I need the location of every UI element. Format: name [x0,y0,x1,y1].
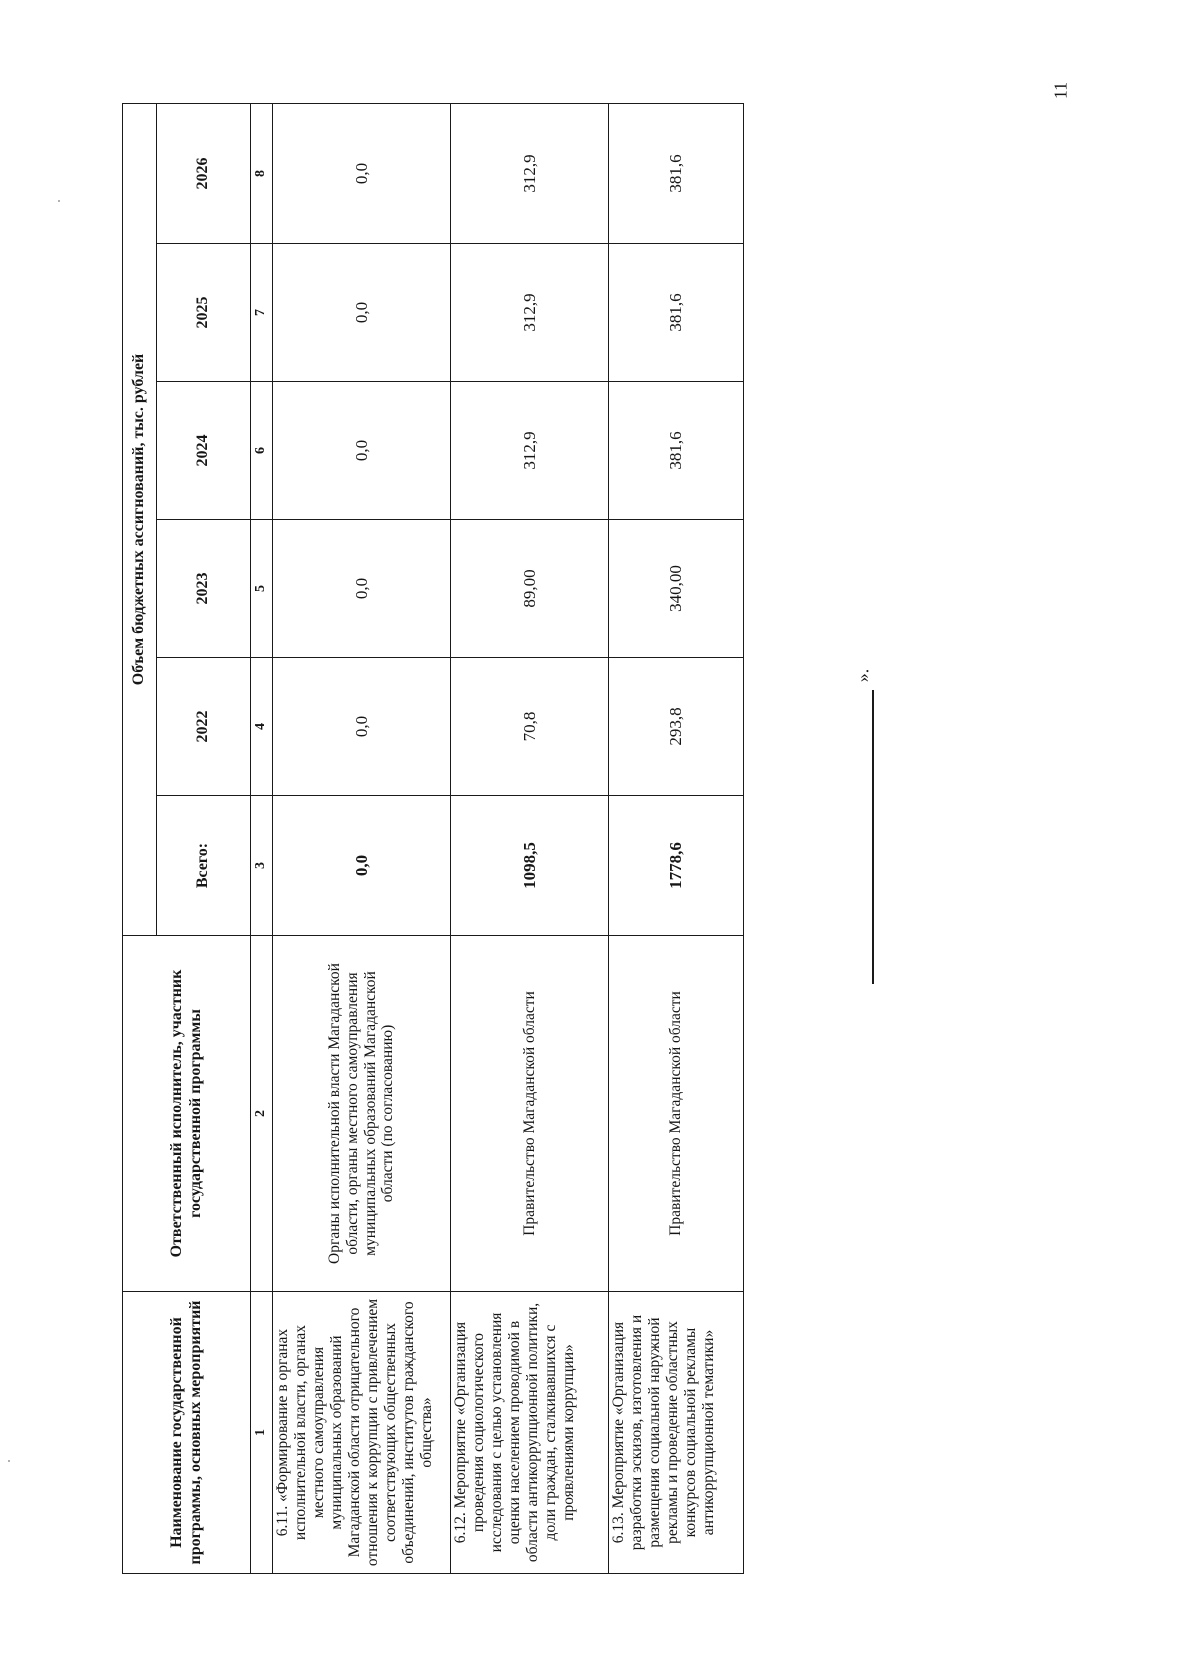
column-number: 2 [251,936,273,1292]
header-year-2025: 2025 [157,244,251,382]
executor-cell: Правительство Магаданской области [451,936,609,1292]
executor-cell: Органы исполнительной власти Магаданской области, органы местного самоуправления муниципальных образований Магаданской области (по согласованию) [273,936,451,1292]
header-total: Всего: [157,796,251,936]
program-name-cell: 6.11. «Формирование в органах исполнительной власти, органах местного самоуправления муниципальных образований Магаданской области отрицательного отношения к коррупции с привлечением соответствующих общественных объединений, институтов гражданского общества» [273,1292,451,1574]
value-2023-cell: 0,0 [273,520,451,658]
column-number: 4 [251,658,273,796]
value-2024-cell: 0,0 [273,382,451,520]
header-program-name: Наименование государственной программы, основных мероприятий [123,1292,251,1574]
value-2024-cell: 381,6 [609,382,744,520]
value-2022-cell: 0,0 [273,658,451,796]
scan-speck [58,200,60,202]
header-year-2022: 2022 [157,658,251,796]
budget-table [122,103,744,1574]
total-cell: 1098,5 [451,796,609,936]
page-number: 11 [1050,81,1071,100]
program-name-cell: 6.12. Мероприятие «Организация проведения социологического исследования с целью установления оценки населением проводимой в области антикоррупционной политики, доли граждан, сталкивавшихся с проявлениями коррупции» [451,1292,609,1574]
value-2023-cell: 89,00 [451,520,609,658]
value-2026-cell: 0,0 [273,103,451,243]
value-2025-cell: 381,6 [609,244,744,382]
header-budget-group: Объем бюджетных ассигнований, тыс. рублей [123,103,157,935]
rotated-table-container [122,104,743,1574]
closing-line [872,690,874,984]
header-year-2024: 2024 [157,382,251,520]
scan-speck [8,1460,10,1462]
value-2025-cell: 312,9 [451,244,609,382]
table-row [273,103,451,1573]
header-year-2026: 2026 [157,103,251,243]
column-number: 1 [251,1292,273,1574]
column-number: 3 [251,796,273,936]
value-2023-cell: 340,00 [609,520,744,658]
total-cell: 0,0 [273,796,451,936]
executor-cell: Правительство Магаданской области [609,936,744,1292]
header-executor: Ответственный исполнитель, участник государственной программы [123,936,251,1292]
value-2024-cell: 312,9 [451,382,609,520]
column-number-row [251,103,273,1573]
value-2025-cell: 0,0 [273,244,451,382]
table-row [451,103,609,1573]
table-row [609,103,744,1573]
closing-mark: ». [852,668,873,683]
column-number: 7 [251,244,273,382]
total-cell: 1778,6 [609,796,744,936]
header-year-2023: 2023 [157,520,251,658]
column-number: 6 [251,382,273,520]
value-2022-cell: 70,8 [451,658,609,796]
value-2026-cell: 381,6 [609,103,744,243]
header-row-top [123,103,157,1573]
program-name-cell: 6.13. Мероприятие «Организация разработки эскизов, изготовления и размещения социальной наружной рекламы и проведение областных конкурсов социальной рекламы антикоррупционной тематики» [609,1292,744,1574]
value-2026-cell: 312,9 [451,103,609,243]
column-number: 5 [251,520,273,658]
column-number: 8 [251,103,273,243]
value-2022-cell: 293,8 [609,658,744,796]
